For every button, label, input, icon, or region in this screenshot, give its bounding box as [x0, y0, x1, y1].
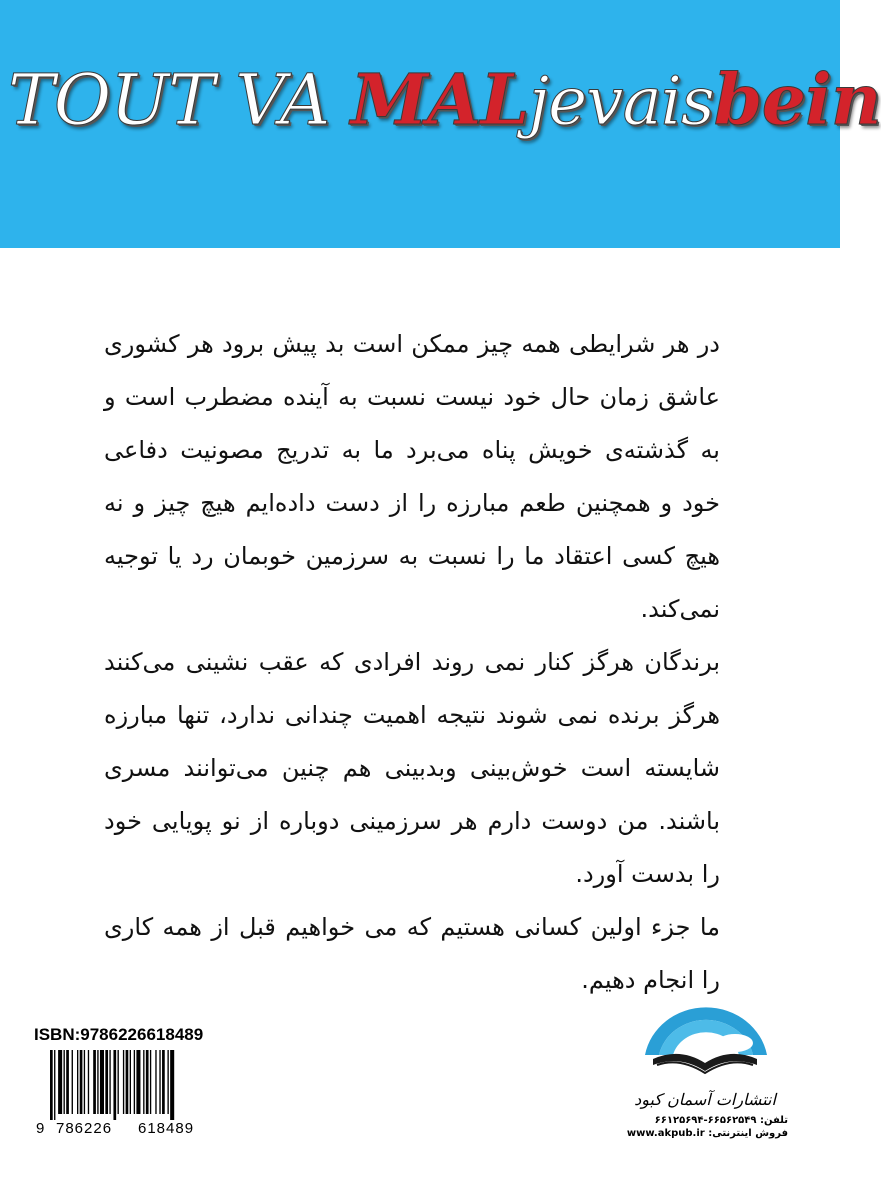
title-part-jevais: jevais [528, 63, 714, 140]
barcode-bar [113, 1050, 116, 1120]
barcode-bar [167, 1050, 168, 1114]
barcode-bar [93, 1050, 96, 1114]
title-part-bein: bein [713, 58, 881, 141]
barcode-digits-left: 786226 [56, 1120, 113, 1137]
barcode-bar [66, 1050, 69, 1114]
barcode-bar [50, 1050, 53, 1120]
back-cover-text [104, 318, 720, 1007]
publisher-website: فروش اینترنتی: www.akpub.ir [626, 1128, 788, 1139]
barcode-bar [58, 1050, 62, 1114]
barcode-graphic [34, 1048, 214, 1136]
paragraph-2: برندگان هرگز کنار نمی روند افرادی که عقب نشینی می‌کنند هرگز برنده نمی شوند نتیجه اهمیت چندانی ندارد، تنها مبارزه شایسته است خوش‌بینی وبدبینی هم چنین می‌توانند مسری باشند. من دوست دارم هر سرزمینی دوباره از نو پویایی خود را بدست آورد. [104, 648, 720, 888]
barcode-bar [54, 1050, 55, 1120]
barcode-bar [100, 1050, 104, 1114]
publisher-contact [618, 1114, 788, 1140]
barcode-bar [159, 1050, 160, 1114]
barcode-bar [143, 1050, 144, 1114]
barcode-bar [170, 1050, 174, 1120]
barcode-bar [155, 1050, 156, 1114]
title-part-mal: MAL [350, 58, 529, 141]
barcode-bar [136, 1050, 140, 1114]
barcode-bar [72, 1050, 73, 1114]
open-book-sky-icon [635, 985, 775, 1095]
barcode-bar [130, 1050, 131, 1114]
barcode-bar [80, 1050, 83, 1114]
paragraph-3: ما جزء اولین کسانی هستیم که می خواهیم قبل از همه کاری را انجام دهیم. [104, 913, 720, 994]
barcode-bar [84, 1050, 85, 1114]
barcode-bar [123, 1050, 124, 1114]
barcode-bar [109, 1050, 110, 1114]
barcode-bar [105, 1050, 108, 1114]
barcode-digits-right: 618489 [138, 1120, 195, 1137]
barcode-bar [150, 1050, 151, 1114]
book-title [8, 58, 881, 141]
barcode-bar [88, 1050, 89, 1114]
barcode-bar [77, 1050, 78, 1114]
barcode-bar [146, 1050, 149, 1114]
publisher-phone: تلفن: ۶۶۵۶۲۵۴۹-۶۶۱۲۵۶۹۴ [654, 1115, 788, 1126]
title-part-tout-va: TOUT VA [8, 59, 351, 141]
isbn-barcode [34, 1048, 214, 1136]
publisher-name: انتشارات آسمان کبود [634, 1090, 776, 1109]
barcode-bar [134, 1050, 135, 1114]
paragraph-1: در هر شرایطی همه چیز ممکن است بد پیش برود هر کشوری عاشق زمان حال خود نیست نسبت به آینده مضطرب است و به گذشته‌ی خویش پناه می‌برد ما به تدریج مصونیت دفاعی خود و همچنین طعم مبارزه را از دست داده‌ایم هیچ چیز و نه هیچ کسی اعتقاد ما را نسبت به سرزمین خوبمان رد یا توجیه نمی‌کند. [104, 330, 720, 623]
barcode-bar [97, 1050, 98, 1114]
barcode-bar [118, 1050, 119, 1114]
barcode-digit-first: 9 [36, 1120, 45, 1137]
barcode-bar [126, 1050, 129, 1114]
barcode-bar [162, 1050, 165, 1114]
isbn-label: ISBN:9786226618489 [34, 1025, 204, 1044]
barcode-bar [64, 1050, 65, 1114]
barcode-bars [50, 1050, 174, 1120]
